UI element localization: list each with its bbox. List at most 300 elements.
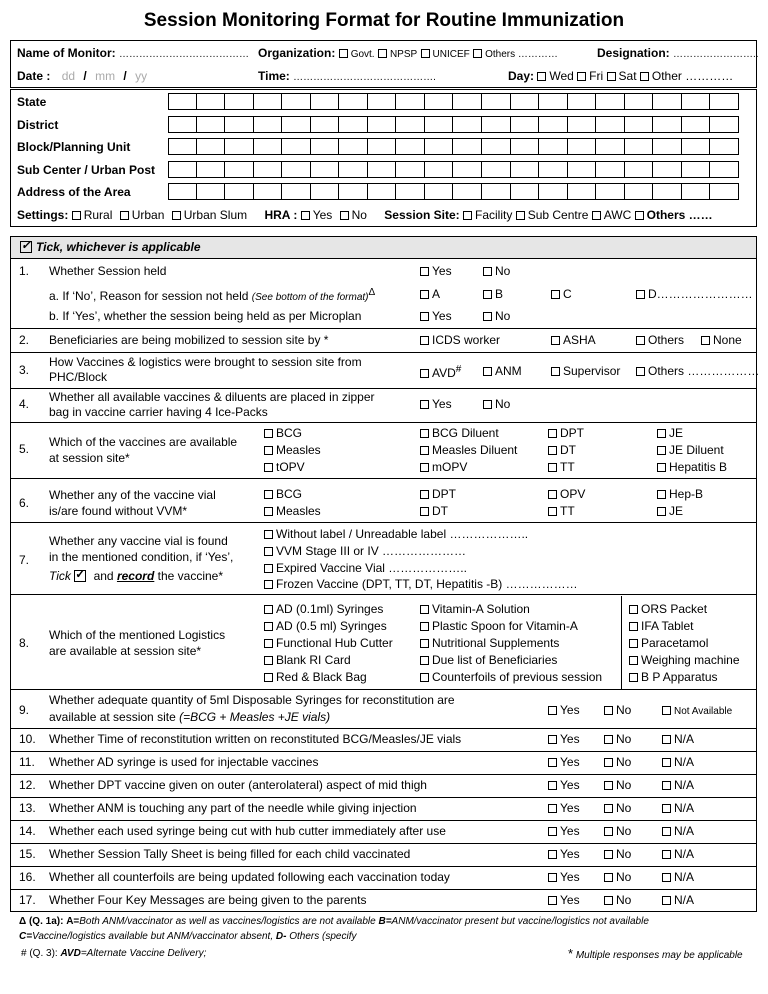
q8-opt[interactable] xyxy=(629,653,740,667)
question-text xyxy=(49,778,427,792)
checkbox-others[interactable] xyxy=(473,49,482,58)
checkbox[interactable] xyxy=(629,622,638,631)
checkbox-fri[interactable] xyxy=(577,72,586,81)
option-na[interactable] xyxy=(662,824,694,838)
q7-opt[interactable] xyxy=(264,544,466,558)
checkbox[interactable] xyxy=(483,312,492,321)
q8-number: 8. xyxy=(19,636,30,650)
designation-label: Designation: xyxy=(597,46,670,60)
q5-opt[interactable] xyxy=(420,426,499,440)
checkbox[interactable] xyxy=(551,290,560,299)
q6-text-line2: is/are found without VVM* xyxy=(49,504,188,518)
q5-text-line1: Which of the vaccines are available xyxy=(49,435,238,449)
checkbox[interactable] xyxy=(548,463,557,472)
date-dd: dd xyxy=(61,69,76,83)
checkbox[interactable] xyxy=(548,507,557,516)
q5-opt[interactable] xyxy=(548,460,575,474)
checkbox[interactable] xyxy=(420,490,429,499)
option-label: Red & Black Bag xyxy=(276,670,367,684)
checkbox[interactable] xyxy=(264,564,273,573)
checkbox[interactable] xyxy=(420,656,429,665)
option-no[interactable] xyxy=(604,824,631,838)
q1b-no[interactable] xyxy=(483,309,510,323)
site-awc: AWC xyxy=(603,208,632,222)
option-label: Yes xyxy=(560,755,580,769)
q6-opt[interactable] xyxy=(420,487,456,501)
checkbox-other[interactable] xyxy=(640,72,649,81)
checkbox[interactable] xyxy=(420,267,429,276)
option-label: Yes xyxy=(560,847,580,861)
footer-ref: D- xyxy=(273,931,287,942)
checkbox-subcentre[interactable] xyxy=(516,211,525,220)
checkbox[interactable] xyxy=(264,463,273,472)
checkbox[interactable] xyxy=(420,369,429,378)
checkbox[interactable] xyxy=(604,781,613,790)
q8-opt[interactable] xyxy=(264,653,351,667)
option-na[interactable] xyxy=(662,801,694,815)
day-sat: Sat xyxy=(618,69,637,83)
checkbox[interactable] xyxy=(604,706,613,715)
checkbox[interactable] xyxy=(629,656,638,665)
option-label: N/A xyxy=(674,732,695,746)
footer-ref: C= xyxy=(19,931,33,942)
q5-opt[interactable] xyxy=(264,426,302,440)
q2-icds[interactable] xyxy=(420,333,500,347)
option-yes[interactable] xyxy=(548,732,580,746)
checkbox[interactable] xyxy=(483,290,492,299)
footer-text: Vaccine/logistics available but ANM/vaccinator absent, xyxy=(32,931,274,942)
checkbox[interactable] xyxy=(548,758,557,767)
q1a-note: (See bottom of the format) xyxy=(251,292,369,303)
checkbox[interactable] xyxy=(662,781,671,790)
option-label: No xyxy=(495,264,511,278)
q8-opt[interactable] xyxy=(420,653,557,667)
checkbox[interactable] xyxy=(604,735,613,744)
asterisk-mark: * xyxy=(568,946,574,961)
q7-opt[interactable] xyxy=(264,577,578,591)
checkbox-facility[interactable] xyxy=(463,211,472,220)
checkbox[interactable] xyxy=(548,781,557,790)
state-grid[interactable] xyxy=(168,93,739,110)
option-label: Hep-B xyxy=(669,487,704,501)
checkbox[interactable] xyxy=(629,605,638,614)
checkbox[interactable] xyxy=(483,400,492,409)
footer-note-1 xyxy=(19,916,649,927)
q8-opt[interactable] xyxy=(629,619,693,633)
option-label: Nutritional Supplements xyxy=(432,636,560,650)
option-label: Plastic Spoon for Vitamin-A xyxy=(432,619,578,633)
option-label: BCG xyxy=(276,487,303,501)
q1-text: Whether Session held xyxy=(49,264,167,278)
q5-opt[interactable] xyxy=(548,443,576,457)
q7-end: the vaccine* xyxy=(157,569,224,583)
row-text: Whether Time of reconstitution written on reconstituted BCG/Measles/JE vials xyxy=(49,732,462,746)
checkbox[interactable] xyxy=(264,656,273,665)
option-label: JE xyxy=(669,504,684,518)
checkbox-wed[interactable] xyxy=(537,72,546,81)
checkbox-hra-no[interactable] xyxy=(340,211,349,220)
q9-yes[interactable] xyxy=(548,703,580,717)
checkbox[interactable] xyxy=(264,446,273,455)
option-label: IFA Tablet xyxy=(641,619,694,633)
q7-opt[interactable] xyxy=(264,527,528,541)
question-text xyxy=(49,847,410,861)
q4-no[interactable] xyxy=(483,397,510,411)
checkbox[interactable] xyxy=(420,446,429,455)
option-label: Without label / Unreadable label ……………….. xyxy=(276,527,529,541)
q8-opt[interactable] xyxy=(420,636,559,650)
delta-mark: Δ xyxy=(368,287,376,298)
row-number: 10. xyxy=(19,732,36,746)
q5-opt[interactable] xyxy=(657,426,683,440)
checkbox[interactable] xyxy=(420,336,429,345)
q2-none[interactable] xyxy=(701,333,742,347)
option-label: Expired Vaccine Vial ……………….. xyxy=(276,561,467,575)
checkbox[interactable] xyxy=(548,896,557,905)
day-label: Day: xyxy=(508,69,535,83)
q8-opt[interactable] xyxy=(629,670,718,684)
checkbox[interactable] xyxy=(548,490,557,499)
option-yes[interactable] xyxy=(548,755,580,769)
checkbox[interactable] xyxy=(548,850,557,859)
checkbox[interactable] xyxy=(636,367,645,376)
q2-others[interactable] xyxy=(636,333,684,347)
option-label: Measles xyxy=(276,504,321,518)
checkbox-sat[interactable] xyxy=(607,72,616,81)
date-mm: mm xyxy=(95,69,116,83)
option-label: Yes xyxy=(432,397,452,411)
option-na[interactable] xyxy=(662,870,694,884)
checkbox[interactable] xyxy=(604,873,613,882)
question-number xyxy=(19,847,36,861)
hra-yes: Yes xyxy=(312,208,333,222)
q5-opt[interactable] xyxy=(420,443,517,457)
q8-opt[interactable] xyxy=(264,670,367,684)
checkbox-awc[interactable] xyxy=(592,211,601,220)
q6-opt[interactable] xyxy=(657,487,703,501)
checkbox-govt[interactable] xyxy=(339,49,348,58)
row-text: Whether Session Tally Sheet is being filled for each child vaccinated xyxy=(49,847,411,861)
checkbox[interactable] xyxy=(420,622,429,631)
date-slash: / xyxy=(83,69,87,83)
block-grid[interactable] xyxy=(168,138,739,155)
checkbox[interactable] xyxy=(662,758,671,767)
checkbox[interactable] xyxy=(483,267,492,276)
q8-opt[interactable] xyxy=(264,602,383,616)
checkbox[interactable] xyxy=(657,490,666,499)
checkbox-hra-yes[interactable] xyxy=(301,211,310,220)
q9-no[interactable] xyxy=(604,703,631,717)
option-yes[interactable] xyxy=(548,778,580,792)
block-label: Block/Planning Unit xyxy=(17,140,131,154)
settings-row xyxy=(17,208,713,222)
checkbox[interactable] xyxy=(264,580,273,589)
option-label: Yes xyxy=(432,309,452,323)
checkbox[interactable] xyxy=(548,827,557,836)
option-label: No xyxy=(616,847,632,861)
footer-ref: B= xyxy=(375,916,392,927)
option-yes[interactable] xyxy=(548,870,580,884)
question-number xyxy=(19,755,35,769)
option-label: OPV xyxy=(560,487,586,501)
hash-mark: # xyxy=(455,364,462,375)
option-no[interactable] xyxy=(604,778,631,792)
checkbox[interactable] xyxy=(604,850,613,859)
q5-opt[interactable] xyxy=(657,460,727,474)
q6-opt[interactable] xyxy=(420,504,448,518)
district-grid[interactable] xyxy=(168,116,739,133)
option-na[interactable] xyxy=(662,778,694,792)
q1-no[interactable] xyxy=(483,264,510,278)
option-label: Counterfoils of previous session xyxy=(432,670,603,684)
option-no[interactable] xyxy=(604,732,631,746)
session-site-label: Session Site: xyxy=(384,208,460,222)
q8-opt[interactable] xyxy=(264,636,393,650)
checkbox[interactable] xyxy=(548,735,557,744)
q7-number: 7. xyxy=(19,553,30,567)
checkbox[interactable] xyxy=(657,463,666,472)
q8-opt[interactable] xyxy=(629,602,707,616)
q3-anm[interactable] xyxy=(483,364,522,378)
address-grid[interactable] xyxy=(168,183,739,200)
option-label: No xyxy=(616,755,632,769)
checkbox[interactable] xyxy=(420,463,429,472)
date-field[interactable] xyxy=(17,69,147,83)
q7-text-line1: Whether any vaccine vial is found xyxy=(49,534,228,548)
checkbox-site-others[interactable] xyxy=(635,211,644,220)
q5-opt[interactable] xyxy=(420,460,467,474)
option-label: ORS Packet xyxy=(641,602,708,616)
option-no[interactable] xyxy=(604,801,631,815)
option-label: Yes xyxy=(560,893,580,907)
checkbox-unicef[interactable] xyxy=(421,49,430,58)
checkbox[interactable] xyxy=(483,367,492,376)
option-yes[interactable] xyxy=(548,801,580,815)
checkbox[interactable] xyxy=(662,827,671,836)
checkbox[interactable] xyxy=(548,804,557,813)
checkbox[interactable] xyxy=(657,446,666,455)
checkbox-urban-slum[interactable] xyxy=(172,211,181,220)
row-text: Whether ANM is touching any part of the needle while giving injection xyxy=(49,801,417,815)
state-label: State xyxy=(17,95,47,109)
checkbox[interactable] xyxy=(264,673,273,682)
checkbox[interactable] xyxy=(264,429,273,438)
q5-opt[interactable] xyxy=(657,443,724,457)
q8-opt[interactable] xyxy=(629,636,708,650)
option-label: Functional Hub Cutter xyxy=(276,636,393,650)
row-number: 17. xyxy=(19,893,36,907)
checkbox[interactable] xyxy=(548,429,557,438)
q7-opt[interactable] xyxy=(264,561,467,575)
checkbox[interactable] xyxy=(420,507,429,516)
row-text: Whether AD syringe is used for injectable vaccines xyxy=(49,755,319,769)
option-na[interactable] xyxy=(662,755,694,769)
checkbox-rural[interactable] xyxy=(72,211,81,220)
q3-avd[interactable] xyxy=(420,364,461,380)
option-no[interactable] xyxy=(604,870,631,884)
page-title: Session Monitoring Format for Routine Immunization xyxy=(143,10,625,31)
q5-opt[interactable] xyxy=(264,460,305,474)
org-unicef: UNICEF xyxy=(432,49,470,60)
checkbox[interactable] xyxy=(636,290,645,299)
checkbox[interactable] xyxy=(604,804,613,813)
time-field[interactable] xyxy=(258,69,436,83)
option-no[interactable] xyxy=(604,847,631,861)
checked-box-icon xyxy=(20,241,32,253)
checkbox[interactable] xyxy=(420,639,429,648)
option-na[interactable] xyxy=(662,893,694,907)
checkbox[interactable] xyxy=(264,547,273,556)
q4-yes[interactable] xyxy=(420,397,452,411)
option-label: AD (0.5 ml) Syringes xyxy=(276,619,387,633)
checkbox[interactable] xyxy=(551,367,560,376)
q3-others[interactable] xyxy=(636,364,759,378)
option-label: DPT xyxy=(560,426,584,440)
option-label: AVD xyxy=(432,366,456,380)
checkbox[interactable] xyxy=(657,429,666,438)
checkbox[interactable] xyxy=(551,336,560,345)
footer-text: =Alternate Vaccine Delivery; xyxy=(80,948,207,959)
checkbox[interactable] xyxy=(662,735,671,744)
option-label: VVM Stage III or IV ………………… xyxy=(276,544,467,558)
option-label: No xyxy=(616,732,632,746)
checkbox[interactable] xyxy=(662,873,671,882)
option-no[interactable] xyxy=(604,755,631,769)
checkbox[interactable] xyxy=(548,873,557,882)
date-slash: / xyxy=(123,69,127,83)
checkbox[interactable] xyxy=(420,429,429,438)
checkbox[interactable] xyxy=(662,706,671,715)
checkbox[interactable] xyxy=(548,446,557,455)
q2-asha[interactable] xyxy=(551,333,596,347)
footer-text: Both ANM/vaccinator as well as vaccines/logistics are not available xyxy=(79,916,376,927)
option-label: B xyxy=(495,287,504,301)
settings-urban: Urban xyxy=(131,208,165,222)
checkbox[interactable] xyxy=(264,639,273,648)
q8-opt[interactable] xyxy=(264,619,387,633)
q7-tick-word: Tick xyxy=(49,569,71,583)
site-subcentre: Sub Centre xyxy=(527,208,589,222)
q1a-c[interactable] xyxy=(551,287,572,301)
checkbox[interactable] xyxy=(420,605,429,614)
footer-multiple xyxy=(568,946,743,961)
option-yes[interactable] xyxy=(548,824,580,838)
q1a-text xyxy=(49,287,375,303)
footer-text: Multiple responses may be applicable xyxy=(573,950,743,961)
checkbox[interactable] xyxy=(657,507,666,516)
option-yes[interactable] xyxy=(548,847,580,861)
q6-opt[interactable] xyxy=(264,487,302,501)
option-label: TT xyxy=(560,460,575,474)
option-na[interactable] xyxy=(662,732,694,746)
q6-opt[interactable] xyxy=(264,504,321,518)
q2-text: Beneficiaries are being mobilized to session site by * xyxy=(49,333,329,347)
option-label: No xyxy=(616,824,632,838)
checkbox[interactable] xyxy=(604,758,613,767)
q1b-yes[interactable] xyxy=(420,309,452,323)
q6-text-line1: Whether any of the vaccine vial xyxy=(49,488,216,502)
q3-supervisor[interactable] xyxy=(551,364,620,378)
name-dots: ………………………………… xyxy=(119,49,250,60)
q8-opt[interactable] xyxy=(420,619,578,633)
option-label: tOPV xyxy=(276,460,305,474)
option-label: DPT xyxy=(432,487,456,501)
q6-opt[interactable] xyxy=(548,487,585,501)
checkbox[interactable] xyxy=(548,706,557,715)
q9-na[interactable] xyxy=(662,703,732,717)
q1a-b[interactable] xyxy=(483,287,503,301)
option-label: Yes xyxy=(560,732,580,746)
checkbox[interactable] xyxy=(604,896,613,905)
checkbox[interactable] xyxy=(420,673,429,682)
checkbox-npsp[interactable] xyxy=(378,49,387,58)
checkbox[interactable] xyxy=(420,290,429,299)
checkbox[interactable] xyxy=(264,490,273,499)
option-label: N/A xyxy=(674,778,695,792)
q1a-d[interactable] xyxy=(636,287,753,301)
tick-header xyxy=(20,240,201,254)
checkbox[interactable] xyxy=(264,530,273,539)
designation-dots: …………………….. xyxy=(673,49,759,60)
option-label: Yes xyxy=(560,870,580,884)
checkbox[interactable] xyxy=(662,896,671,905)
checkbox[interactable] xyxy=(636,336,645,345)
checkbox[interactable] xyxy=(629,639,638,648)
checkbox[interactable] xyxy=(701,336,710,345)
checkbox[interactable] xyxy=(264,507,273,516)
q4-text-line1: Whether all available vaccines & diluents are placed in zipper xyxy=(49,390,375,404)
option-label: DT xyxy=(432,504,448,518)
checked-box-icon xyxy=(74,570,86,582)
checkbox[interactable] xyxy=(662,850,671,859)
checkbox[interactable] xyxy=(420,400,429,409)
option-yes[interactable] xyxy=(548,893,580,907)
q1-yes[interactable] xyxy=(420,264,452,278)
question-number xyxy=(19,824,36,838)
option-label: N/A xyxy=(674,801,695,815)
footer-text: Others (specify xyxy=(286,931,357,942)
monitor-field[interactable] xyxy=(17,46,249,60)
subcenter-grid[interactable] xyxy=(168,161,739,178)
org-govt: Govt. xyxy=(350,49,375,60)
date-yy: yy xyxy=(135,69,148,83)
checkbox[interactable] xyxy=(662,804,671,813)
q1a-a[interactable] xyxy=(420,287,440,301)
option-label: Vitamin-A Solution xyxy=(432,602,530,616)
option-na[interactable] xyxy=(662,847,694,861)
checkbox-urban[interactable] xyxy=(120,211,129,220)
option-label: N/A xyxy=(674,870,695,884)
checkbox[interactable] xyxy=(629,673,638,682)
q5-text-line2: at session site* xyxy=(49,451,130,465)
option-label: Yes xyxy=(560,778,580,792)
q5-opt[interactable] xyxy=(548,426,584,440)
option-label: Others ……………… xyxy=(648,364,760,378)
q6-opt[interactable] xyxy=(657,504,683,518)
designation-field[interactable] xyxy=(597,46,759,60)
checkbox[interactable] xyxy=(264,622,273,631)
q8-opt[interactable] xyxy=(420,670,602,684)
q5-opt[interactable] xyxy=(264,443,321,457)
checkbox[interactable] xyxy=(420,312,429,321)
checkbox[interactable] xyxy=(604,827,613,836)
checkbox[interactable] xyxy=(264,605,273,614)
q6-opt[interactable] xyxy=(548,504,575,518)
option-label: D…………………… xyxy=(648,287,753,301)
q8-opt[interactable] xyxy=(420,602,530,616)
option-no[interactable] xyxy=(604,893,631,907)
row-number: 16. xyxy=(19,870,36,884)
